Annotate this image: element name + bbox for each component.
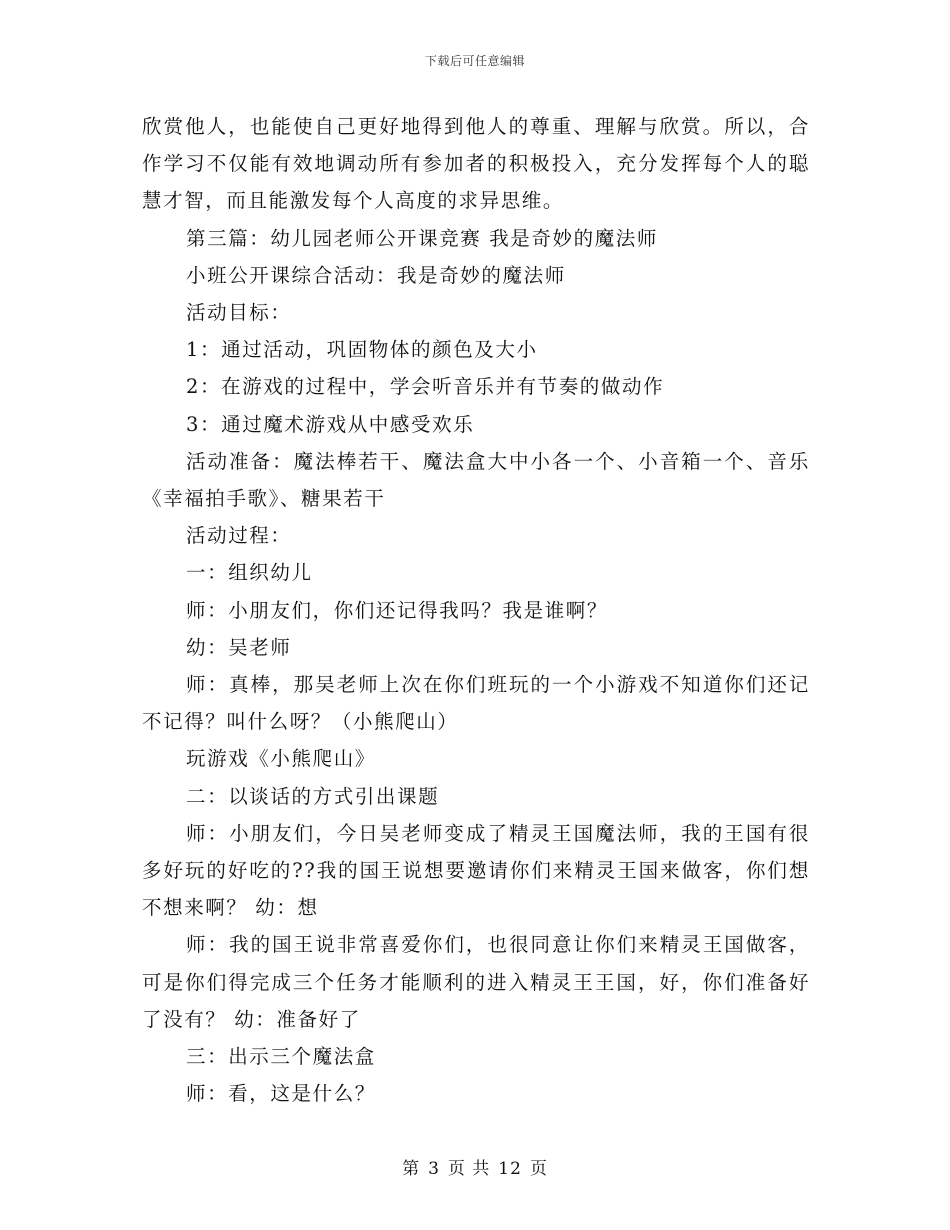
paragraph: 幼：吴老师 [186,635,292,659]
paragraph: 三：出示三个魔法盒 [186,1045,376,1069]
list-item: 1：通过活动，巩固物体的颜色及大小 [186,338,538,362]
footer-middle: 页 共 [447,1159,491,1179]
list-item: 3：通过魔术游戏从中感受欢乐 [186,412,475,436]
footer-prefix: 第 [402,1159,421,1179]
section-title: 第三篇：幼儿园老师公开课竞赛 我是奇妙的魔法师 [186,226,658,250]
paragraph: 欣赏他人，也能使自己更好地得到他人的尊重、理解与欣赏。所以，合作学习不仅能有效地调动所有参加者的积极投入，充分发挥每个人的聪慧才智，而且能激发每个人高度的求异思维。 [142,115,810,213]
page-footer [0,1154,950,1179]
paragraph: 师：我的国王说非常喜爱你们，也很同意让你们来精灵王国做客，可是你们得完成三个任务才能顺利的进入精灵王王国，好，你们准备好了没有？ 幼：准备好了 [142,933,810,1031]
paragraph: 活动过程： [186,524,292,548]
page-header: 下载后可任意编辑 [424,54,525,68]
paragraph: 师：小朋友们，今日吴老师变成了精灵王国魔法师，我的王国有很多好玩的好吃的??我的国王说想要邀请你们来精灵王国来做客，你们想不想来啊？ 幼：想 [142,821,810,920]
paragraph: 活动准备：魔法棒若干、魔法盒大中小各一个、小音箱一个、音乐《幸福拍手歌》、糖果若干 [142,449,810,511]
current-page-number: 3 [428,1159,440,1179]
paragraph: 活动目标： [186,301,292,325]
document-body [142,108,810,1112]
paragraph: 一：组织幼儿 [186,561,313,585]
paragraph: 师：小朋友们，你们还记得我吗？我是谁啊？ [186,598,609,622]
total-page-count: 12 [498,1159,522,1179]
paragraph: 玩游戏《小熊爬山》 [186,747,376,771]
paragraph: 师：真棒，那吴老师上次在你们班玩的一个小游戏不知道你们还记不记得？叫什么呀？（小熊爬山） [142,673,810,734]
footer-suffix: 页 [529,1159,548,1179]
list-item: 2：在游戏的过程中，学会听音乐并有节奏的做动作 [186,375,665,399]
paragraph: 二：以谈话的方式引出课题 [186,784,440,808]
paragraph: 小班公开课综合活动：我是奇妙的魔法师 [186,263,566,287]
paragraph: 师：看，这是什么？ [186,1082,376,1106]
